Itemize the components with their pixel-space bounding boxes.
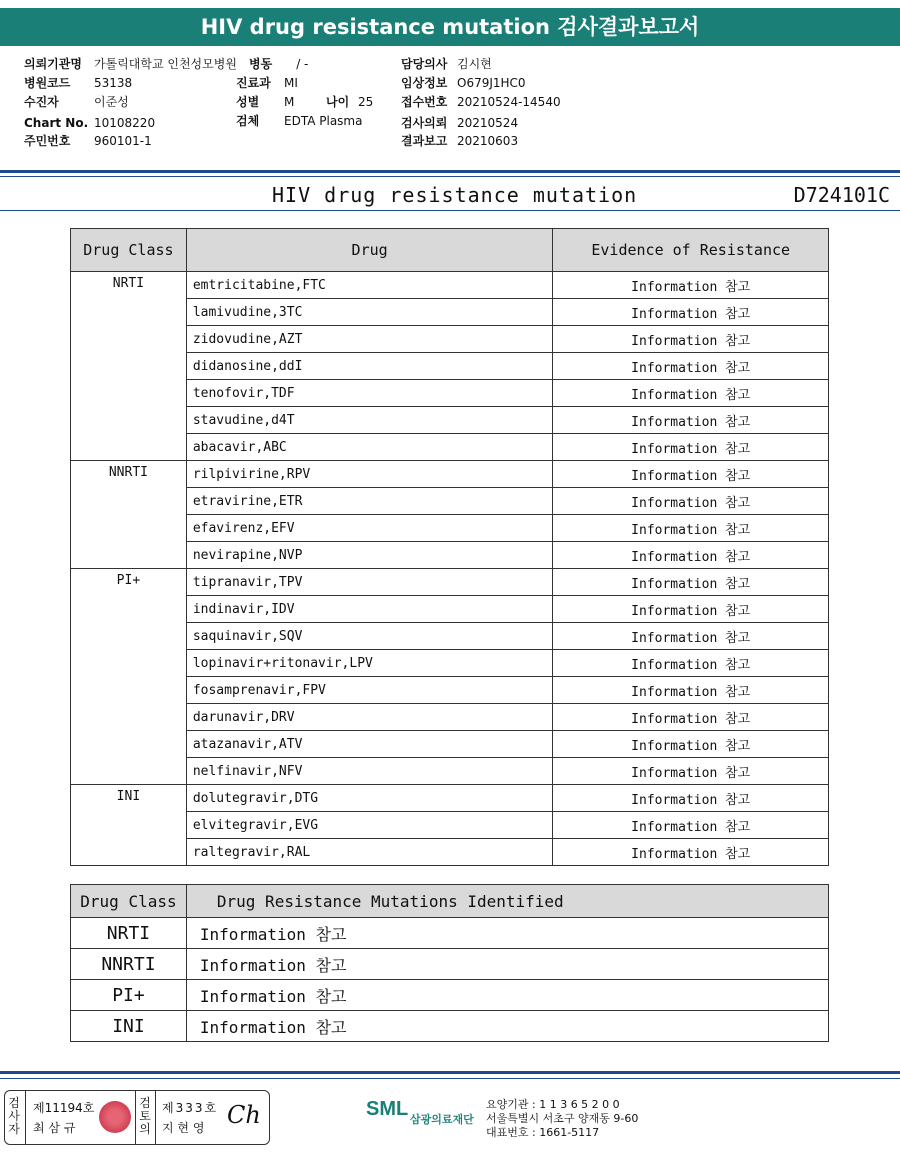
divider-top-thin <box>0 176 900 177</box>
rrn-label: 주민번호 <box>24 134 71 148</box>
report-date-value: 20210603 <box>457 134 519 148</box>
doctor-value: 김시현 <box>457 57 492 71</box>
chart-no-value: 10108220 <box>94 116 156 130</box>
drug-cell: stavudine,d4T <box>186 407 553 434</box>
evidence-cell: Information 참고 <box>553 380 829 407</box>
signature-box <box>4 1090 270 1145</box>
ward-label: 병동 <box>249 57 273 71</box>
divider-title <box>0 210 900 211</box>
evidence-cell: Information 참고 <box>553 704 829 731</box>
drug-resistance-table <box>70 228 829 866</box>
sml-logo-text: 삼광의료재단 <box>410 1113 474 1126</box>
drug-cell: zidovudine,AZT <box>186 326 553 353</box>
table-row <box>71 980 829 1011</box>
institution-label: 의뢰기관명 <box>24 57 82 71</box>
drug-cell: raltegravir,RAL <box>186 839 553 866</box>
table-row <box>71 569 829 596</box>
drug-class-cell: NNRTI <box>71 949 187 980</box>
hospital-code-value: 53138 <box>94 76 133 90</box>
specimen-value: EDTA Plasma <box>284 114 363 128</box>
tester-no: 제11194호 <box>33 1101 95 1115</box>
drug-cell: nevirapine,NVP <box>186 542 553 569</box>
mutations-cell: Information 참고 <box>186 949 828 980</box>
table-row <box>71 785 829 812</box>
evidence-cell: Information 참고 <box>553 461 829 488</box>
drug-cell: atazanavir,ATV <box>186 731 553 758</box>
divider-bottom <box>0 1071 900 1074</box>
clinical-info-value: O679J1HC0 <box>457 76 526 90</box>
specimen-label: 검체 <box>236 114 260 128</box>
tester-name: 최 삼 규 <box>33 1121 76 1135</box>
evidence-cell: Information 참고 <box>553 839 829 866</box>
evidence-cell: Information 참고 <box>553 785 829 812</box>
patient-info <box>24 55 884 155</box>
box-divider <box>135 1091 136 1144</box>
drug-cell: dolutegravir,DTG <box>186 785 553 812</box>
ward-value: / - <box>296 57 309 71</box>
evidence-cell: Information 참고 <box>553 677 829 704</box>
report-date-label: 결과보고 <box>401 134 448 148</box>
table-row <box>71 1011 829 1042</box>
table-row <box>71 949 829 980</box>
age-value: 25 <box>358 95 374 109</box>
mutations-cell: Information 참고 <box>186 1011 828 1042</box>
drug-class-cell: NNRTI <box>71 461 187 569</box>
lab-address: 서울특별시 서초구 양재동 9-60 <box>486 1112 639 1125</box>
drug-cell: elvitegravir,EVG <box>186 812 553 839</box>
request-date-label: 검사의뢰 <box>401 116 448 130</box>
header-drug-class: Drug Class <box>71 229 187 272</box>
drug-cell: darunavir,DRV <box>186 704 553 731</box>
header-mutations: Drug Resistance Mutations Identified <box>186 885 828 918</box>
reviewer-name: 지 현 영 <box>162 1121 205 1135</box>
evidence-cell: Information 참고 <box>553 272 829 299</box>
evidence-cell: Information 참고 <box>553 299 829 326</box>
institution-value: 가톨릭대학교 인천성모병원 <box>94 57 237 71</box>
table-header-row <box>71 229 829 272</box>
evidence-cell: Information 참고 <box>553 596 829 623</box>
evidence-cell: Information 참고 <box>553 731 829 758</box>
age-label: 나이 <box>326 95 350 109</box>
dept-value: MI <box>284 76 298 90</box>
reviewer-no: 제333호 <box>162 1101 219 1115</box>
tester-label: 검 사 자 <box>8 1096 20 1136</box>
drug-cell: didanosine,ddI <box>186 353 553 380</box>
table-row <box>71 272 829 299</box>
sex-value: M <box>284 95 295 109</box>
evidence-cell: Information 참고 <box>553 515 829 542</box>
evidence-cell: Information 참고 <box>553 623 829 650</box>
evidence-cell: Information 참고 <box>553 650 829 677</box>
sml-logo: SML <box>366 1098 409 1120</box>
receipt-no-label: 접수번호 <box>401 95 448 109</box>
box-divider <box>25 1091 26 1144</box>
lab-phone: 대표번호 : 1661-5117 <box>486 1126 600 1139</box>
drug-cell: efavirenz,EFV <box>186 515 553 542</box>
drug-cell: indinavir,IDV <box>186 596 553 623</box>
rrn-value: 960101-1 <box>94 134 152 148</box>
care-institution-no: 요양기관 : 1 1 3 6 5 2 0 0 <box>486 1098 620 1111</box>
evidence-cell: Information 참고 <box>553 542 829 569</box>
table-row <box>71 918 829 949</box>
drug-class-cell: NRTI <box>71 918 187 949</box>
official-seal-icon <box>99 1101 131 1133</box>
drug-class-cell: PI+ <box>71 980 187 1011</box>
drug-class-cell: PI+ <box>71 569 187 785</box>
drug-cell: lopinavir+ritonavir,LPV <box>186 650 553 677</box>
drug-class-cell: INI <box>71 785 187 866</box>
report-title-banner: HIV drug resistance mutation 검사결과보고서 <box>0 8 900 46</box>
dept-label: 진료과 <box>236 76 271 90</box>
drug-cell: fosamprenavir,FPV <box>186 677 553 704</box>
mutations-cell: Information 참고 <box>186 918 828 949</box>
doctor-label: 담당의사 <box>401 57 448 71</box>
drug-class-cell: NRTI <box>71 272 187 461</box>
signature-icon: Ch <box>227 1101 261 1129</box>
evidence-cell: Information 참고 <box>553 569 829 596</box>
reviewer-label: 검 토 의 <box>139 1096 151 1136</box>
header-drug: Drug <box>186 229 553 272</box>
mutations-table <box>70 884 829 1042</box>
drug-cell: tenofovir,TDF <box>186 380 553 407</box>
evidence-cell: Information 참고 <box>553 407 829 434</box>
clinical-info-label: 임상정보 <box>401 76 448 90</box>
divider-bottom-thin <box>0 1078 900 1079</box>
patient-name-label: 수진자 <box>24 95 59 109</box>
drug-cell: saquinavir,SQV <box>186 623 553 650</box>
drug-cell: nelfinavir,NFV <box>186 758 553 785</box>
drug-class-cell: INI <box>71 1011 187 1042</box>
box-divider <box>155 1091 156 1144</box>
mutations-cell: Information 참고 <box>186 980 828 1011</box>
patient-name-value: 이준성 <box>94 95 129 109</box>
drug-cell: emtricitabine,FTC <box>186 272 553 299</box>
hospital-code-label: 병원코드 <box>24 76 71 90</box>
drug-cell: tipranavir,TPV <box>186 569 553 596</box>
evidence-cell: Information 참고 <box>553 488 829 515</box>
header-evidence: Evidence of Resistance <box>553 229 829 272</box>
divider-top <box>0 170 900 173</box>
evidence-cell: Information 참고 <box>553 812 829 839</box>
chart-no-label: Chart No. <box>24 116 89 130</box>
evidence-cell: Information 참고 <box>553 758 829 785</box>
sex-label: 성별 <box>236 95 260 109</box>
drug-cell: abacavir,ABC <box>186 434 553 461</box>
drug-cell: etravirine,ETR <box>186 488 553 515</box>
receipt-no-value: 20210524-14540 <box>457 95 561 109</box>
test-code: D724101C <box>793 183 890 207</box>
table-row <box>71 461 829 488</box>
lab-address-block <box>486 1098 638 1140</box>
evidence-cell: Information 참고 <box>553 353 829 380</box>
request-date-value: 20210524 <box>457 116 519 130</box>
header-drug-class: Drug Class <box>71 885 187 918</box>
table-header-row <box>71 885 829 918</box>
report-title: HIV drug resistance mutation <box>272 183 638 207</box>
drug-cell: rilpivirine,RPV <box>186 461 553 488</box>
evidence-cell: Information 참고 <box>553 326 829 353</box>
drug-cell: lamivudine,3TC <box>186 299 553 326</box>
evidence-cell: Information 참고 <box>553 434 829 461</box>
